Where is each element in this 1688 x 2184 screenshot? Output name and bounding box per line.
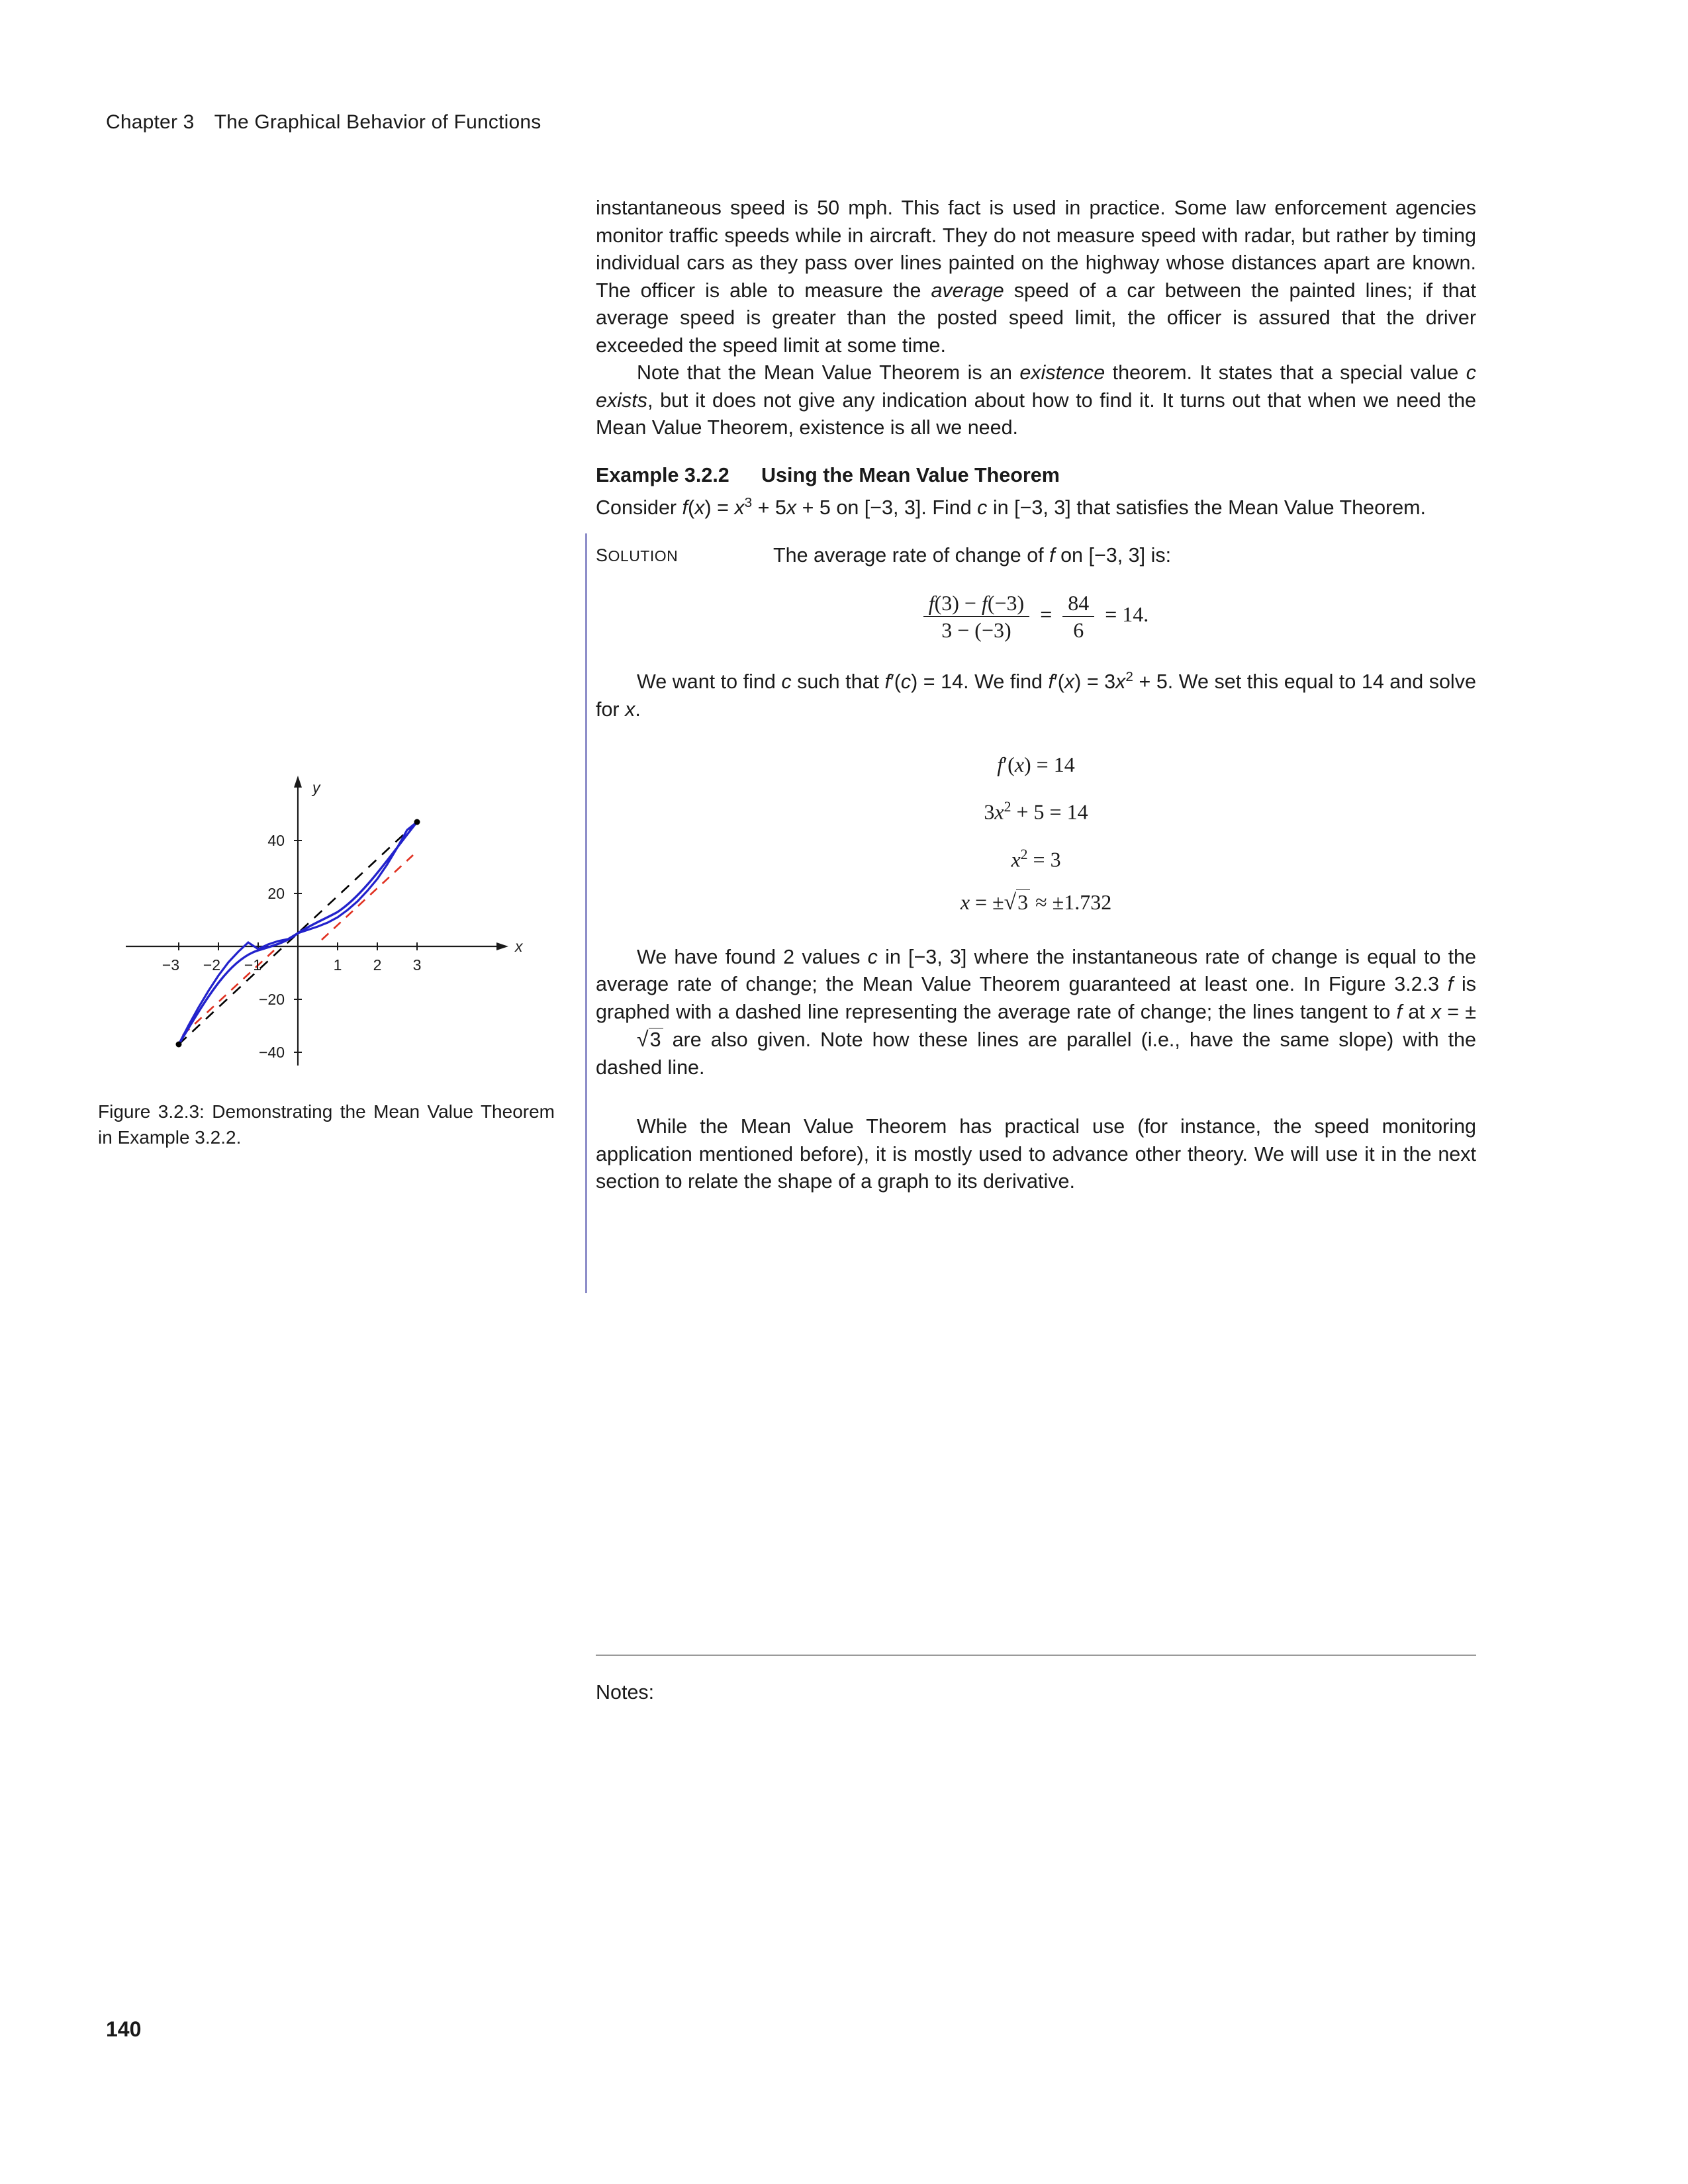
endpoint-left [176,1042,182,1048]
para3-period: . [635,698,641,721]
example-statement: Consider $f(x) = x^3 + 5x + 5$ on [−3, 3]. Find c in [−3, 3] that satisfies the Mean Value Theorem. [596,495,1427,520]
example-label: Example 3.2.2 [596,463,729,486]
para3-part1: We want to find [637,670,776,694]
spacer-before-solution [596,522,1476,542]
para3-fprime-x: $f'(x) = 3x^2 + 5$. [1048,669,1174,694]
x-tick-label-3: 3 [412,956,422,974]
running-head [106,111,541,134]
x-tick-label-2: 2 [373,956,382,974]
x-tick-label--1: −1 [244,956,262,974]
para3-part2: such that [797,670,879,694]
equation-average-rate: $\frac{f(3) - f(-3)}{3 - (-3)}$ = $\frac{84}{6}$ = 14. [596,590,1476,643]
para2-italic-c-exists: c exists [596,361,1477,412]
figure-plot-svg [99,754,536,1085]
spacer-before-last-para [596,1081,1476,1113]
para2-italic-existence: existence [1019,361,1105,384]
equation-solve-1: f′(x) = 14 [997,752,1075,777]
example-statement-function: f [682,496,688,520]
equation-solve-3: $x^2 = 3$ [1011,846,1061,872]
para3-c: c [781,670,792,694]
paragraph-instantaneous-speed [596,195,1476,359]
para2-part1: Note that the Mean Value Theorem is an [637,361,1012,384]
example-statement-lead: Consider [596,496,677,520]
endpoint-right [414,819,420,825]
example-statement-c: c [977,496,988,520]
para3-fprime-c: f′(c) = 14. [884,670,969,694]
y-tick-label--40: −40 [258,1044,285,1061]
y-axis-arrow [294,776,302,788]
notes-divider [596,1655,1476,1656]
example-title: Using the Mean Value Theorem [761,463,1060,486]
fraction-average-rate: $\frac{f(3) - f(-3)}{3 - (-3)}$ [923,590,1030,643]
y-tick-label-20: 20 [267,885,285,902]
x-tick-label--3: −3 [162,956,180,974]
example-side-rule [585,533,587,1293]
main-text-column [596,195,1476,1196]
solution-label: SOLUTION [596,545,679,565]
solution-lead: The average rate of change of f on [−3, 3] is: [773,543,1172,567]
para1-italic-average: average [931,279,1004,302]
spacer-after-eq1 [596,643,1476,663]
paragraph-find-c [596,663,1476,723]
axis-label-x: x [515,938,523,955]
para3-part4: We set this equal to 14 and solve for [596,670,1476,721]
para2-part2: theorem. It states that a special value [1112,361,1459,384]
solution-block [596,542,1476,570]
running-head-chapter: Chapter 3 [106,111,195,133]
running-head-title: The Graphical Behavior of Functions [214,111,541,133]
spacer-before-eq1 [596,570,1476,590]
x-tick-label-1: 1 [333,956,342,974]
para3-x: x [625,698,635,721]
para3-part3: We find [974,670,1043,694]
figure-caption: Figure 3.2.3: Demonstrating the Mean Value Theorem in Example 3.2.2. [98,1101,555,1148]
notes-label: Notes: [596,1681,655,1704]
equation-solve-4: x = ±√3 ≈ ±1.732 [960,889,1112,915]
axis-label-y: y [312,779,320,796]
example-statement-tail: in [−3, 3] that satisfies the Mean Value Theorem. [992,496,1427,520]
paragraph-existence-theorem [596,359,1476,442]
page-number: 140 [106,2017,142,2041]
para1-part2: speed of a car between the painted lines; if that average speed is greater than the posted speed limit, the officer is assured that the driver exceeded the speed limit at some time. [596,279,1476,357]
paragraph-practical-use: While the Mean Value Theorem has practical use (for instance, the speed monitoring application mentioned before), it is mostly used to advance other theory. We will use it in the next section to relate the shape of a graph to its derivative. [596,1115,1476,1193]
spacer-after-eq2 [596,924,1476,944]
paragraph-two-values: We have found 2 values c in [−3, 3] where the instantaneous rate of change is equal to the average rate of change; the Mean Value Theorem guaranteed at least one. In Figure 3.2.3 f is graphed with a dashed line representing the average rate of change; the lines tangent to f at x = ±√3 are also given. Note how these lines are parallel (i.e., have the same slope) with the dashed line. [596,945,1476,1079]
equation-solve-2: $3x^2 + 5 = 14$ [984,799,1088,824]
x-tick-label--2: −2 [203,956,221,974]
figure-3-2-3 [99,754,536,1089]
spacer-before-example [596,442,1476,462]
para2-part3: , but it does not give any indication about how to find it. It turns out that when we need the Mean Value Theorem, existence is all we need. [596,388,1476,439]
x-axis-arrow [496,942,508,950]
example-heading [596,462,1476,490]
fraction-84-6: $\frac{84}{6}$ [1062,590,1094,643]
y-tick-label-40: 40 [267,832,285,849]
para1-part1: instantaneous speed is 50 mph. This fact is used in practice. Some law enforcement agencies monitor traffic speeds while in aircraft. They do not measure speed with radar, but rather by timing individual cars as they pass over lines painted on the highway whose distances apart are known. The officer is able to measure the [596,197,1476,302]
spacer-before-eq2 [596,723,1476,743]
tangent-line-right [322,855,413,940]
y-tick-label--20: −20 [258,991,285,1008]
example-statement-mid: on [−3, 3]. Find [836,496,972,520]
